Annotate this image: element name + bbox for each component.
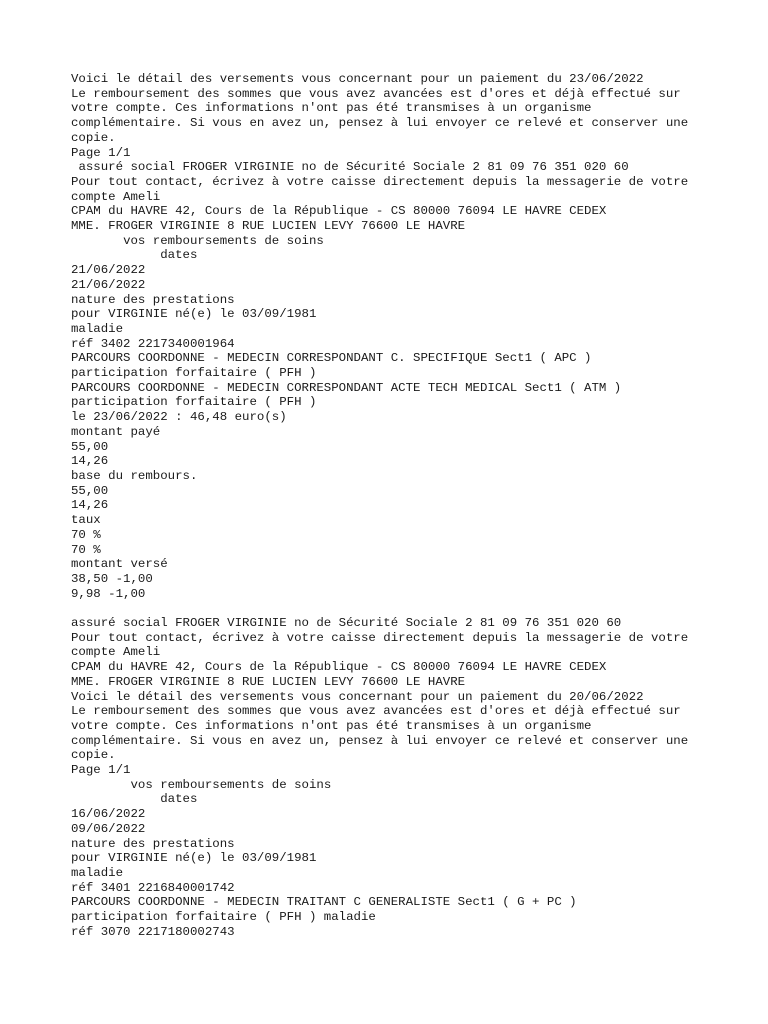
beneficiary-line: pour VIRGINIE né(e) le 03/09/1981 bbox=[71, 307, 317, 322]
cpam-address: CPAM du HAVRE 42, Cours de la République - CS 80000 76094 LE HAVRE CEDEX bbox=[71, 204, 607, 219]
section-heading: vos remboursements de soins bbox=[71, 777, 332, 792]
base-value: 14,26 bbox=[71, 498, 109, 513]
risk-label: maladie bbox=[71, 865, 124, 880]
cpam-address: CPAM du HAVRE 42, Cours de la République - CS 80000 76094 LE HAVRE CEDEX bbox=[71, 660, 607, 675]
reference-line: réf 3401 2216840001742 bbox=[71, 880, 235, 895]
base-value: 55,00 bbox=[71, 483, 109, 498]
statement-section-1 bbox=[71, 72, 711, 601]
recipient-address: MME. FROGER VIRGINIE 8 RUE LUCIEN LEVY 76600 LE HAVRE bbox=[71, 219, 466, 234]
date-value: 21/06/2022 bbox=[71, 263, 146, 278]
paid-out-value: 9,98 -1,00 bbox=[71, 586, 146, 601]
date-value: 21/06/2022 bbox=[71, 277, 146, 292]
statement-section-2 bbox=[71, 616, 711, 939]
intro-line: Voici le détail des versements vous concernant pour un paiement du 20/06/2022 bbox=[71, 689, 644, 704]
insured-line: assuré social FROGER VIRGINIE no de Sécurité Sociale 2 81 09 76 351 020 60 bbox=[71, 160, 629, 175]
intro-line: Le remboursement des sommes que vous avez avancées est d'ores et déjà effectué sur bbox=[71, 86, 681, 101]
reference-line: réf 3070 2217180002743 bbox=[71, 924, 235, 939]
insured-line: assuré social FROGER VIRGINIE no de Sécurité Sociale 2 81 09 76 351 020 60 bbox=[71, 616, 622, 630]
act-line: participation forfaitaire ( PFH ) bbox=[71, 395, 317, 410]
act-line: PARCOURS COORDONNE - MEDECIN CORRESPONDANT C. SPECIFIQUE Sect1 ( APC ) bbox=[71, 351, 592, 366]
nature-label: nature des prestations bbox=[71, 836, 235, 851]
contact-line: compte Ameli bbox=[71, 645, 161, 660]
section-spacer bbox=[71, 601, 711, 616]
amount-paid-label: montant payé bbox=[71, 424, 161, 439]
act-line: PARCOURS COORDONNE - MEDECIN CORRESPONDANT ACTE TECH MEDICAL Sect1 ( ATM ) bbox=[71, 380, 622, 395]
act-line: participation forfaitaire ( PFH ) maladie bbox=[71, 910, 376, 925]
rate-label: taux bbox=[71, 513, 101, 528]
paid-out-label: montant versé bbox=[71, 557, 168, 572]
amount-paid-value: 14,26 bbox=[71, 454, 109, 469]
intro-line: votre compte. Ces informations n'ont pas été transmises à un organisme bbox=[71, 718, 592, 733]
contact-line: Pour tout contact, écrivez à votre caisse directement depuis la messagerie de votre bbox=[71, 630, 689, 645]
amount-paid-value: 55,00 bbox=[71, 439, 109, 454]
paid-out-value: 38,50 -1,00 bbox=[71, 571, 153, 586]
reference-line: réf 3402 2217340001964 bbox=[71, 336, 235, 351]
page-number: Page 1/1 bbox=[71, 763, 131, 778]
base-label: base du rembours. bbox=[71, 468, 198, 483]
act-line: participation forfaitaire ( PFH ) bbox=[71, 366, 317, 381]
nature-label: nature des prestations bbox=[71, 292, 235, 307]
contact-line: compte Ameli bbox=[71, 189, 161, 204]
document-page bbox=[71, 72, 711, 939]
date-value: 16/06/2022 bbox=[71, 807, 146, 822]
dates-heading: dates bbox=[71, 792, 198, 807]
rate-value: 70 % bbox=[71, 527, 101, 542]
intro-line: complémentaire. Si vous en avez un, pensez à lui envoyer ce relevé et conserver une bbox=[71, 116, 689, 131]
page-number: Page 1/1 bbox=[71, 145, 131, 160]
recipient-address: MME. FROGER VIRGINIE 8 RUE LUCIEN LEVY 76600 LE HAVRE bbox=[71, 674, 466, 689]
intro-line: votre compte. Ces informations n'ont pas été transmises à un organisme bbox=[71, 101, 592, 116]
intro-line: copie. bbox=[71, 130, 116, 145]
intro-line: copie. bbox=[71, 748, 116, 763]
beneficiary-line: pour VIRGINIE né(e) le 03/09/1981 bbox=[71, 851, 317, 866]
section-heading: vos remboursements de soins bbox=[71, 233, 324, 248]
dates-heading: dates bbox=[71, 248, 198, 263]
intro-line: complémentaire. Si vous en avez un, pensez à lui envoyer ce relevé et conserver une bbox=[71, 733, 689, 748]
intro-line: Voici le détail des versements vous concernant pour un paiement du 23/06/2022 bbox=[71, 72, 644, 86]
contact-line: Pour tout contact, écrivez à votre caisse directement depuis la messagerie de votre bbox=[71, 174, 689, 189]
payment-line: le 23/06/2022 : 46,48 euro(s) bbox=[71, 410, 287, 425]
act-line: PARCOURS COORDONNE - MEDECIN TRAITANT C GENERALISTE Sect1 ( G + PC ) bbox=[71, 895, 577, 910]
intro-line: Le remboursement des sommes que vous avez avancées est d'ores et déjà effectué sur bbox=[71, 704, 681, 719]
rate-value: 70 % bbox=[71, 542, 101, 557]
risk-label: maladie bbox=[71, 321, 124, 336]
date-value: 09/06/2022 bbox=[71, 821, 146, 836]
